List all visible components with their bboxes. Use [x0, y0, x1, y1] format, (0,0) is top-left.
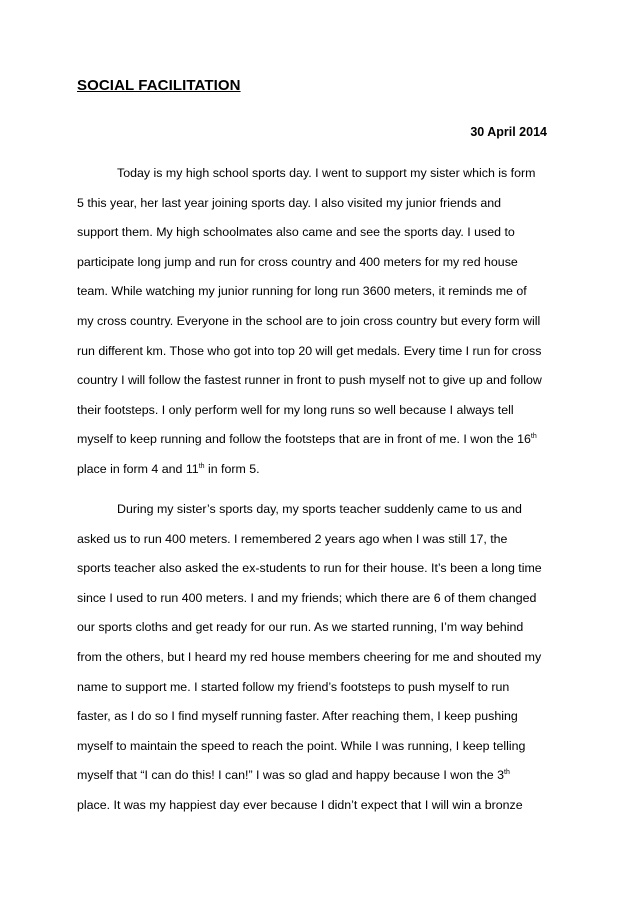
paragraph-2	[77, 495, 559, 821]
superscript: th	[504, 769, 510, 777]
paragraph-line: their footsteps. I only perform well for my long runs so well because I always tell	[77, 402, 514, 417]
paragraph-line: participate long jump and run for cross country and 400 meters for my red house	[77, 254, 518, 269]
line-text: place in form 4 and 11	[77, 461, 199, 476]
paragraph-line: sports teacher also asked the ex-students to run for their house. It’s been a long time	[77, 561, 542, 576]
paragraph-line: from the others, but I heard my red house members cheering for me and shouted my	[77, 649, 542, 664]
paragraph-line: asked us to run 400 meters. I remembered 2 years ago when I was still 17, the	[77, 531, 508, 546]
superscript: th	[530, 433, 537, 441]
paragraph-line: run different km. Those who got into top 20 will get medals. Every time I run for cross	[77, 343, 542, 358]
paragraph-line: name to support me. I started follow my friend’s footsteps to push myself to run	[77, 679, 510, 694]
paragraph-1	[77, 159, 559, 485]
paragraph-line: 5 this year, her last year joining sports day. I also visited my junior friends and	[77, 195, 502, 210]
paragraph-line: During my sister’s sports day, my sports teacher suddenly came to us and	[117, 502, 522, 516]
line-text: myself that “I can do this! I can!” I was so glad and happy because I won the 3	[77, 768, 505, 783]
paragraph-line: faster, as I do so I find myself running faster. After reaching them, I keep pushing	[77, 709, 518, 724]
paragraph-line: support them. My high schoolmates also came and see the sports day. I used to	[77, 225, 515, 240]
paragraph-line-with-superscript	[77, 761, 559, 791]
paragraph-line: my cross country. Everyone in the school are to join cross country but every form will	[77, 313, 541, 328]
paragraph-line: myself to maintain the speed to reach the point. While I was running, I keep telling	[77, 738, 526, 753]
paragraph-line: since I used to run 400 meters. I and my friends; which there are 6 of them changed	[77, 590, 537, 605]
paragraph-line: our sports cloths and get ready for our run. As we started running, I’m way behind	[77, 620, 524, 635]
paragraph-line-with-superscript	[77, 455, 559, 485]
line-text: myself to keep running and follow the footsteps that are in front of me. I won the 16	[77, 432, 531, 447]
paragraph-line-with-superscript	[77, 425, 559, 455]
paragraph-line: country I will follow the fastest runner in front to push myself not to give up and follow	[77, 373, 542, 388]
document-title: SOCIAL FACILITATION	[77, 77, 241, 94]
paragraph-line: team. While watching my junior running for long run 3600 meters, it reminds me of	[77, 284, 527, 299]
paragraph-line: Today is my high school sports day. I went to support my sister which is form	[117, 166, 536, 180]
paragraph-line: place. It was my happiest day ever because I didn’t expect that I will win a bronze	[77, 797, 523, 812]
document-date: 30 April 2014	[470, 125, 547, 139]
line-text: in form 5.	[204, 461, 260, 476]
superscript: th	[198, 462, 205, 470]
